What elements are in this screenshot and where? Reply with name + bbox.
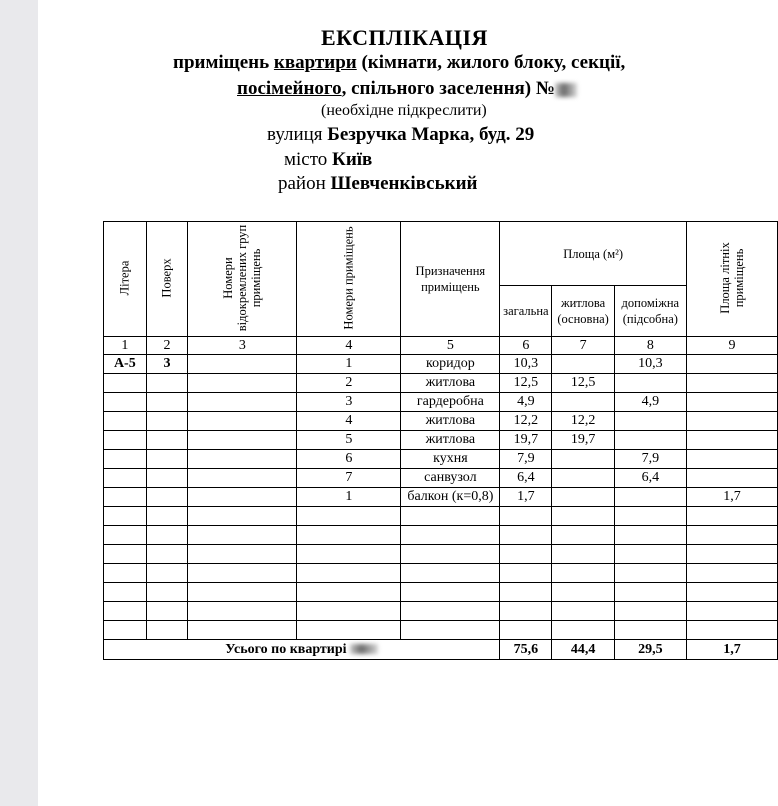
city-line: місто Київ [284, 149, 373, 170]
cell-purpose [401, 526, 500, 545]
col-number: 2 [146, 337, 188, 355]
underline-note: (необхідне підкреслити) [321, 102, 487, 119]
cell-room: 7 [297, 469, 401, 488]
cell-room: 1 [297, 355, 401, 374]
cell-living-area [552, 545, 614, 564]
cell-room [297, 602, 401, 621]
cell-group [188, 488, 297, 507]
cell-purpose: коридор [401, 355, 500, 374]
col-number: 7 [552, 337, 614, 355]
table-row [104, 545, 778, 564]
table-row [104, 355, 778, 374]
cell-aux-area [614, 526, 686, 545]
cell-group [188, 355, 297, 374]
cell-purpose: житлова [401, 374, 500, 393]
cell-living-area [552, 507, 614, 526]
col-number: 4 [297, 337, 401, 355]
cell-group [188, 374, 297, 393]
cell-floor [146, 545, 188, 564]
cell-purpose: санвузол [401, 469, 500, 488]
cell-summer-area [686, 602, 777, 621]
col-number: 8 [614, 337, 686, 355]
cell-floor [146, 393, 188, 412]
cell-litera [104, 545, 147, 564]
cell-aux-area [614, 507, 686, 526]
cell-aux-area: 10,3 [614, 355, 686, 374]
cell-total-area: 6,4 [500, 469, 552, 488]
cell-litera [104, 412, 147, 431]
cell-litera [104, 393, 147, 412]
cell-aux-area [614, 583, 686, 602]
cell-total-area [500, 545, 552, 564]
cell-group [188, 450, 297, 469]
cell-summer-area [686, 583, 777, 602]
cell-purpose: житлова [401, 431, 500, 450]
col-header-area: Площа (м²) [500, 222, 687, 286]
cell-floor: 3 [146, 355, 188, 374]
cell-total-area: 19,7 [500, 431, 552, 450]
cell-room: 1 [297, 488, 401, 507]
cell-group [188, 564, 297, 583]
street-value: Безручка Марка, буд. 29 [327, 124, 535, 145]
col-number: 3 [188, 337, 297, 355]
explication-table [103, 221, 778, 660]
col-number: 6 [500, 337, 552, 355]
cell-summer-area [686, 507, 777, 526]
cell-group [188, 545, 297, 564]
cell-litera [104, 450, 147, 469]
col-header-purpose: Призначення приміщень [401, 222, 500, 337]
cell-total-area: 12,5 [500, 374, 552, 393]
district-line: район Шевченківський [278, 173, 478, 194]
cell-room [297, 526, 401, 545]
document-title: ЕКСПЛІКАЦІЯ [321, 25, 488, 50]
col-header-rooms: Номери приміщень [297, 222, 401, 337]
cell-floor [146, 469, 188, 488]
cell-room: 6 [297, 450, 401, 469]
cell-purpose [401, 602, 500, 621]
col-header-floor: Поверх [146, 222, 188, 337]
cell-summer-area [686, 393, 777, 412]
cell-group [188, 526, 297, 545]
cell-summer-area [686, 564, 777, 583]
cell-room [297, 583, 401, 602]
cell-summer-area [686, 526, 777, 545]
total-living-area: 44,4 [552, 640, 614, 660]
cell-summer-area [686, 374, 777, 393]
cell-room: 2 [297, 374, 401, 393]
cell-floor [146, 583, 188, 602]
cell-aux-area [614, 431, 686, 450]
cell-room [297, 507, 401, 526]
cell-aux-area [614, 412, 686, 431]
col-header-litera: Літера [104, 222, 147, 337]
col-header-summer: Площа літніх приміщень [686, 222, 777, 337]
col-number: 1 [104, 337, 147, 355]
cell-room: 3 [297, 393, 401, 412]
cell-living-area [552, 583, 614, 602]
cell-total-area [500, 621, 552, 640]
cell-total-area [500, 564, 552, 583]
cell-group [188, 583, 297, 602]
cell-summer-area [686, 621, 777, 640]
cell-aux-area: 7,9 [614, 450, 686, 469]
district-value: Шевченківський [330, 173, 478, 194]
cell-living-area: 19,7 [552, 431, 614, 450]
table-row [104, 488, 778, 507]
cell-purpose [401, 564, 500, 583]
col-header-groups: Номери відокремлених груп приміщень [188, 222, 297, 337]
table-row [104, 526, 778, 545]
cell-floor [146, 621, 188, 640]
cell-room [297, 564, 401, 583]
col-number: 9 [686, 337, 777, 355]
cell-floor [146, 412, 188, 431]
cell-total-area: 10,3 [500, 355, 552, 374]
col-header-living: житлова (основна) [552, 286, 614, 337]
cell-summer-area [686, 412, 777, 431]
total-label-cell: Усього по квартирі [104, 640, 500, 660]
cell-living-area: 12,5 [552, 374, 614, 393]
cell-total-area [500, 602, 552, 621]
column-numbers-row [104, 337, 778, 355]
table-row [104, 583, 778, 602]
cell-purpose: балкон (к=0,8) [401, 488, 500, 507]
cell-group [188, 507, 297, 526]
table-row [104, 469, 778, 488]
redacted-mark [555, 83, 577, 97]
cell-floor [146, 431, 188, 450]
cell-room: 5 [297, 431, 401, 450]
cell-summer-area [686, 431, 777, 450]
cell-floor [146, 488, 188, 507]
col-number: 5 [401, 337, 500, 355]
cell-group [188, 469, 297, 488]
cell-total-area: 7,9 [500, 450, 552, 469]
cell-living-area [552, 621, 614, 640]
cell-litera [104, 507, 147, 526]
cell-total-area: 1,7 [500, 488, 552, 507]
cell-living-area [552, 526, 614, 545]
total-summer-area: 1,7 [686, 640, 777, 660]
cell-group [188, 412, 297, 431]
table-row [104, 450, 778, 469]
table-row [104, 412, 778, 431]
cell-living-area [552, 450, 614, 469]
cell-aux-area [614, 564, 686, 583]
title-line-3: посімейного, спільного заселення) № [237, 78, 577, 100]
cell-floor [146, 450, 188, 469]
underlined-family: посімейного [237, 78, 342, 99]
cell-purpose [401, 621, 500, 640]
table-row [104, 393, 778, 412]
table-row [104, 374, 778, 393]
cell-litera: А-5 [104, 355, 147, 374]
cell-purpose: житлова [401, 412, 500, 431]
cell-aux-area: 4,9 [614, 393, 686, 412]
cell-aux-area: 6,4 [614, 469, 686, 488]
cell-litera [104, 583, 147, 602]
city-value: Київ [332, 149, 373, 170]
cell-group [188, 602, 297, 621]
total-aux-area: 29,5 [614, 640, 686, 660]
col-header-aux: допоміжна (підсобна) [614, 286, 686, 337]
cell-purpose [401, 507, 500, 526]
cell-litera [104, 469, 147, 488]
cell-litera [104, 602, 147, 621]
table-row [104, 602, 778, 621]
cell-litera [104, 621, 147, 640]
cell-floor [146, 526, 188, 545]
street-line: вулиця Безручка Марка, буд. 29 [267, 124, 535, 145]
cell-aux-area [614, 545, 686, 564]
cell-summer-area [686, 545, 777, 564]
cell-summer-area: 1,7 [686, 488, 777, 507]
cell-living-area [552, 393, 614, 412]
cell-living-area [552, 488, 614, 507]
cell-summer-area [686, 469, 777, 488]
cell-floor [146, 374, 188, 393]
table-row [104, 564, 778, 583]
total-total-area: 75,6 [500, 640, 552, 660]
cell-purpose [401, 583, 500, 602]
cell-floor [146, 602, 188, 621]
cell-room: 4 [297, 412, 401, 431]
cell-room [297, 621, 401, 640]
cell-living-area [552, 564, 614, 583]
table-row [104, 507, 778, 526]
cell-group [188, 393, 297, 412]
table-body [104, 355, 778, 640]
cell-summer-area [686, 450, 777, 469]
cell-litera [104, 526, 147, 545]
cell-group [188, 621, 297, 640]
cell-litera [104, 564, 147, 583]
table-row [104, 431, 778, 450]
cell-total-area [500, 507, 552, 526]
cell-aux-area [614, 621, 686, 640]
cell-living-area: 12,2 [552, 412, 614, 431]
table-row [104, 621, 778, 640]
cell-summer-area [686, 355, 777, 374]
cell-litera [104, 488, 147, 507]
cell-aux-area [614, 374, 686, 393]
cell-living-area [552, 355, 614, 374]
title-line-2: приміщень квартири (кімнати, жилого блоку, секції, [173, 52, 626, 73]
col-header-total: загальна [500, 286, 552, 337]
cell-group [188, 431, 297, 450]
cell-aux-area [614, 488, 686, 507]
redacted-mark [350, 644, 378, 654]
cell-total-area: 4,9 [500, 393, 552, 412]
cell-total-area [500, 526, 552, 545]
cell-purpose: кухня [401, 450, 500, 469]
cell-purpose: гардеробна [401, 393, 500, 412]
cell-room [297, 545, 401, 564]
cell-purpose [401, 545, 500, 564]
total-row [104, 640, 778, 660]
cell-living-area [552, 602, 614, 621]
cell-living-area [552, 469, 614, 488]
cell-floor [146, 507, 188, 526]
document-page [38, 0, 778, 806]
cell-total-area: 12,2 [500, 412, 552, 431]
cell-total-area [500, 583, 552, 602]
cell-litera [104, 431, 147, 450]
cell-floor [146, 564, 188, 583]
underlined-apartment: квартири [273, 52, 357, 73]
cell-aux-area [614, 602, 686, 621]
cell-litera [104, 374, 147, 393]
